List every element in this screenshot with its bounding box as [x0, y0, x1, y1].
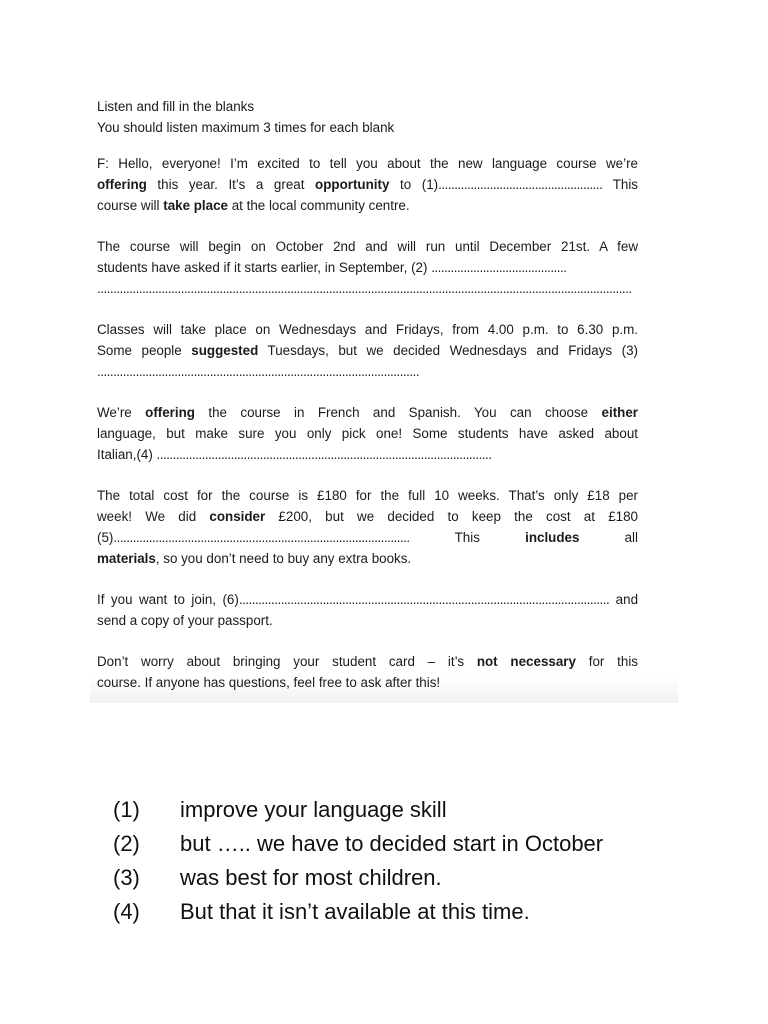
- instructions: [97, 96, 638, 138]
- answer-text: improve your language skill: [180, 797, 447, 822]
- p2-line-1: The course will begin on October 2nd and will run until December 21st. A few: [97, 239, 638, 254]
- p1-line-3: course will take place at the local community centre.: [97, 198, 410, 213]
- paragraph-3: [97, 319, 638, 382]
- p1-line-2: offering this year. It’s a great opportunity to (1)................................................... This: [97, 177, 638, 192]
- blank-5: ............................................................................................: [113, 530, 410, 545]
- p1-line-1: F: Hello, everyone! I’m excited to tell you about the new language course we’re: [97, 156, 638, 171]
- worksheet-image: [90, 84, 678, 703]
- blank-4: ........................................................................................................: [156, 447, 492, 462]
- paragraph-1: [97, 153, 638, 216]
- p4-line-1: We’re offering the course in French and Spanish. You can choose either: [97, 405, 638, 420]
- p4-line-2: language, but make sure you only pick one! Some students have asked about: [97, 426, 638, 441]
- answer-item: [113, 793, 603, 827]
- p7-line-1: Don’t worry about bringing your student card – it’s not necessary for this: [97, 654, 639, 669]
- p2-line-2: students have asked if it starts earlier, in September, (2) ..........................................: [97, 260, 567, 275]
- answer-number: (1): [113, 797, 140, 822]
- answer-item: [113, 895, 603, 929]
- paragraph-2: [97, 236, 638, 299]
- blank-2-continued: ......................................................................................................................................................................: [97, 281, 632, 296]
- answer-number: (3): [113, 865, 140, 890]
- paragraph-4: [97, 402, 638, 465]
- p3-line-1: Classes will take place on Wednesdays and Fridays, from 4.00 p.m. to 6.30 p.m.: [97, 322, 638, 337]
- p5-line-2: week! We did consider £200, but we decided to keep the cost at £180: [97, 509, 638, 524]
- p3-line-2: Some people suggested Tuesdays, but we decided Wednesdays and Fridays (3): [97, 343, 638, 358]
- p4-line-3: Italian,(4) ........................................................................................................: [97, 447, 492, 462]
- p5-line-3: (5)............................................................................................ This includes all: [97, 530, 639, 545]
- p7-line-2: course. If anyone has questions, feel free to ask after this!: [97, 675, 441, 690]
- answer-text: But that it isn’t available at this time.: [180, 899, 530, 924]
- p5-line-1: The total cost for the course is £180 for the full 10 weeks. That’s only £18 per: [97, 488, 638, 503]
- p3-line-3: [97, 361, 638, 382]
- paragraph-5: [97, 485, 638, 569]
- answer-list: [113, 793, 603, 929]
- answer-item: [113, 827, 603, 861]
- blank-3: ....................................................................................................: [97, 364, 420, 379]
- heading-listen: Listen and fill in the blanks: [97, 99, 255, 114]
- answer-text: but ….. we have to decided start in October: [180, 831, 604, 856]
- blank-6: ...................................................................................................................: [238, 592, 610, 607]
- p5-line-4: materials, so you don’t need to buy any extra books.: [97, 551, 412, 566]
- paragraph-6: [97, 589, 638, 631]
- blank-2: ..........................................: [431, 260, 567, 275]
- p6-line-2: send a copy of your passport.: [97, 613, 273, 628]
- paragraph-7: [97, 651, 638, 693]
- blank-1: ...................................................: [438, 177, 603, 192]
- answer-item: [113, 861, 603, 895]
- answer-text: was best for most children.: [180, 865, 442, 890]
- p6-line-1: If you want to join, (6)................................................................................................................... and: [97, 592, 639, 607]
- answer-number: (4): [113, 899, 140, 924]
- answer-number: (2): [113, 831, 140, 856]
- p2-line-3: [97, 278, 638, 299]
- heading-limit: You should listen maximum 3 times for each blank: [97, 120, 395, 135]
